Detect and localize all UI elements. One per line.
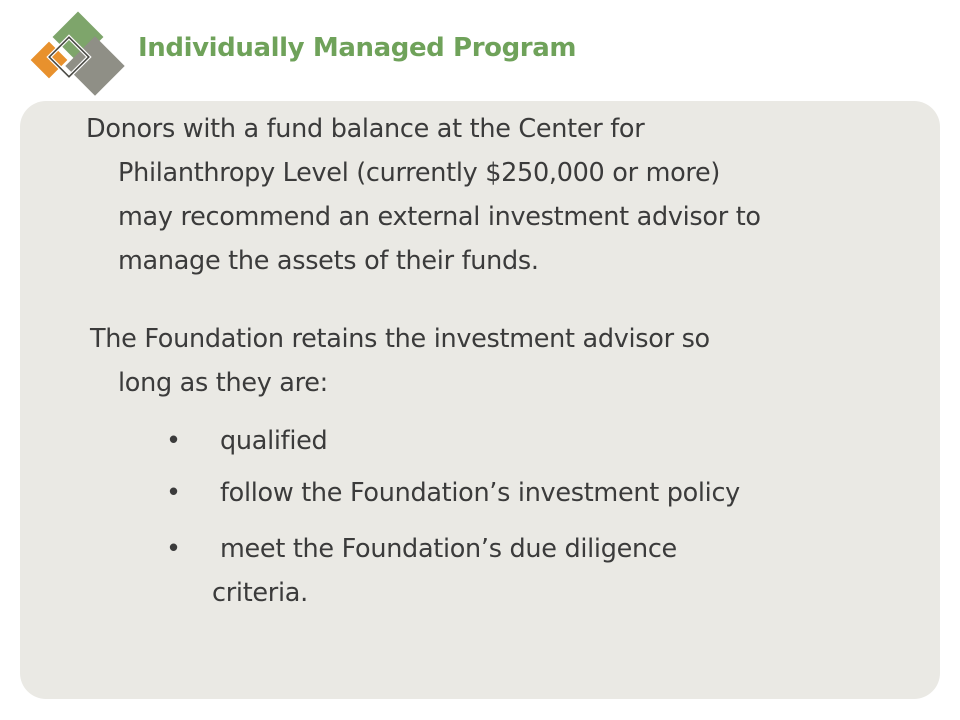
slide-title: Individually Managed Program	[138, 33, 577, 63]
paragraph-line: Donors with a fund balance at the Center for	[86, 114, 645, 144]
bullet-icon: •	[166, 534, 181, 564]
paragraph-line: Philanthropy Level (currently $250,000 or more)	[118, 158, 721, 188]
list-item-text: follow the Foundation’s investment policy	[220, 478, 740, 508]
paragraph-line: may recommend an external investment advisor to	[118, 202, 761, 232]
paragraph-foundation	[90, 317, 910, 405]
paragraph-line: manage the assets of their funds.	[118, 246, 539, 276]
paragraph-line: The Foundation retains the investment advisor so	[90, 324, 710, 354]
bullet-icon: •	[166, 426, 181, 456]
diamond-cluster-logo-icon	[24, 10, 134, 105]
list-item-continuation: criteria.	[212, 578, 308, 608]
paragraph-donors	[86, 107, 916, 283]
paragraph-line: long as they are:	[118, 368, 328, 398]
list-item-text: qualified	[220, 426, 328, 456]
list-item-text: meet the Foundation’s due diligence	[220, 534, 677, 564]
bullet-icon: •	[166, 478, 181, 508]
